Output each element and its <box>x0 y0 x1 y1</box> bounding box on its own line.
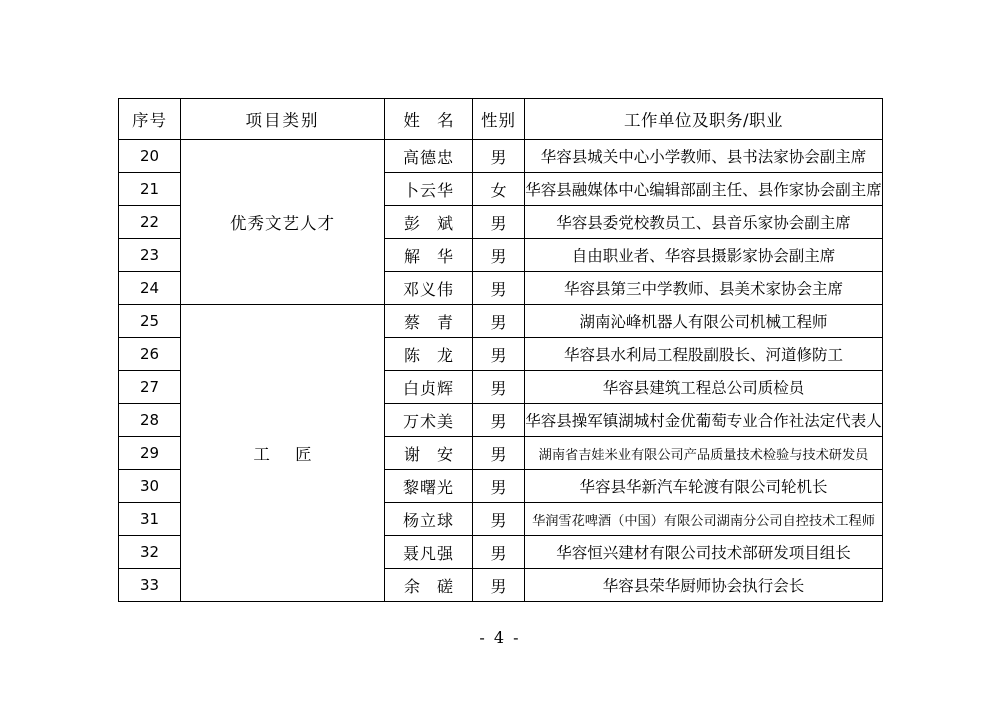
cell-category: 优秀文艺人才 <box>181 140 385 305</box>
cell-sequence: 24 <box>119 272 181 305</box>
cell-sequence: 21 <box>119 173 181 206</box>
cell-gender: 男 <box>473 239 525 272</box>
cell-gender: 男 <box>473 371 525 404</box>
cell-sequence: 33 <box>119 569 181 602</box>
cell-name: 万术美 <box>385 404 473 437</box>
table-row <box>119 305 883 338</box>
cell-name: 蔡 青 <box>385 305 473 338</box>
cell-workplace: 华润雪花啤酒（中国）有限公司湖南分公司自控技术工程师 <box>525 503 883 536</box>
cell-name: 解 华 <box>385 239 473 272</box>
cell-sequence: 29 <box>119 437 181 470</box>
cell-workplace: 华容县华新汽车轮渡有限公司轮机长 <box>525 470 883 503</box>
table-header <box>119 99 883 140</box>
roster-table-container <box>118 98 882 602</box>
cell-workplace: 华容县融媒体中心编辑部副主任、县作家协会副主席 <box>525 173 883 206</box>
cell-workplace: 华容县荣华厨师协会执行会长 <box>525 569 883 602</box>
cell-category: 工 匠 <box>181 305 385 602</box>
cell-workplace: 湖南沁峰机器人有限公司机械工程师 <box>525 305 883 338</box>
cell-workplace: 华容县委党校教员工、县音乐家协会副主席 <box>525 206 883 239</box>
cell-name: 彭 斌 <box>385 206 473 239</box>
cell-name: 邓义伟 <box>385 272 473 305</box>
cell-name: 卜云华 <box>385 173 473 206</box>
cell-gender: 男 <box>473 206 525 239</box>
cell-sequence: 26 <box>119 338 181 371</box>
cell-name: 谢 安 <box>385 437 473 470</box>
cell-name: 高德忠 <box>385 140 473 173</box>
cell-gender: 男 <box>473 437 525 470</box>
cell-sequence: 32 <box>119 536 181 569</box>
cell-name: 余 磋 <box>385 569 473 602</box>
header-cell-gender: 性别 <box>473 99 525 140</box>
cell-gender: 男 <box>473 140 525 173</box>
cell-sequence: 30 <box>119 470 181 503</box>
cell-gender: 女 <box>473 173 525 206</box>
cell-sequence: 27 <box>119 371 181 404</box>
cell-name: 聂凡强 <box>385 536 473 569</box>
cell-name: 陈 龙 <box>385 338 473 371</box>
cell-sequence: 20 <box>119 140 181 173</box>
cell-sequence: 22 <box>119 206 181 239</box>
cell-workplace: 华容县水利局工程股副股长、河道修防工 <box>525 338 883 371</box>
page-number: - 4 - <box>479 628 521 647</box>
header-cell-sequence: 序号 <box>119 99 181 140</box>
table-row <box>119 140 883 173</box>
cell-workplace: 华容县第三中学教师、县美术家协会主席 <box>525 272 883 305</box>
cell-sequence: 31 <box>119 503 181 536</box>
cell-workplace: 湖南省吉娃米业有限公司产品质量技术检验与技术研发员 <box>525 437 883 470</box>
cell-workplace: 华容恒兴建材有限公司技术部研发项目组长 <box>525 536 883 569</box>
cell-gender: 男 <box>473 503 525 536</box>
cell-workplace: 自由职业者、华容县摄影家协会副主席 <box>525 239 883 272</box>
cell-gender: 男 <box>473 338 525 371</box>
cell-sequence: 28 <box>119 404 181 437</box>
cell-name: 杨立球 <box>385 503 473 536</box>
cell-gender: 男 <box>473 470 525 503</box>
table-body <box>119 140 883 602</box>
cell-sequence: 25 <box>119 305 181 338</box>
cell-name: 黎曙光 <box>385 470 473 503</box>
header-cell-workplace: 工作单位及职务/职业 <box>525 99 883 140</box>
header-cell-category: 项目类别 <box>181 99 385 140</box>
cell-gender: 男 <box>473 569 525 602</box>
cell-workplace: 华容县建筑工程总公司质检员 <box>525 371 883 404</box>
cell-gender: 男 <box>473 404 525 437</box>
table-header-row <box>119 99 883 140</box>
cell-gender: 男 <box>473 305 525 338</box>
cell-sequence: 23 <box>119 239 181 272</box>
cell-gender: 男 <box>473 272 525 305</box>
cell-gender: 男 <box>473 536 525 569</box>
cell-workplace: 华容县城关中心小学教师、县书法家协会副主席 <box>525 140 883 173</box>
cell-name: 白贞辉 <box>385 371 473 404</box>
header-cell-name: 姓 名 <box>385 99 473 140</box>
cell-workplace: 华容县操军镇湖城村金优葡萄专业合作社法定代表人 <box>525 404 883 437</box>
roster-table <box>118 98 883 602</box>
